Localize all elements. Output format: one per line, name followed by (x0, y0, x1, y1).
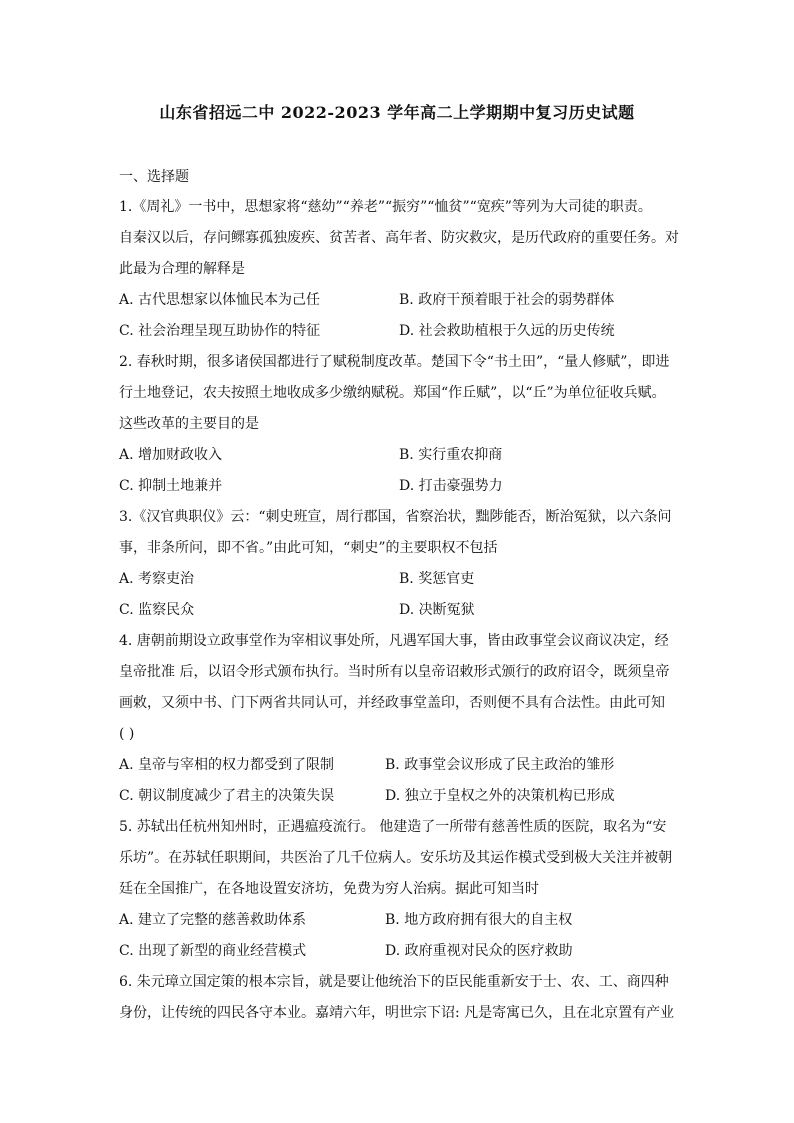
answer-option: C. 朝议制度减少了君主的决策失误 (119, 788, 335, 804)
answer-option: A. 建立了完整的慈善救助体系 (119, 912, 307, 928)
question-3 (119, 502, 679, 626)
option-row (119, 781, 679, 812)
question-stem-line: 身份，让传统的四民各守本业。嘉靖六年，明世宗下诏: 凡是寄寓已久，且在北京置有产业 (119, 1005, 675, 1021)
option-row (119, 905, 679, 936)
question-stem-line: ( ) (119, 726, 135, 742)
option-row (119, 936, 679, 967)
answer-option: B. 奖惩官吏 (399, 571, 475, 587)
question-stem-line: 自秦汉以后，存问鳏寡孤独废疾、贫苦者、高年者、防灾救灾，是历代政府的重要任务。对 (119, 230, 679, 246)
answer-option: D. 政府重视对民众的医疗救助 (385, 943, 573, 959)
answer-option: C. 出现了新型的商业经营模式 (119, 943, 307, 959)
question-list (119, 192, 679, 1029)
question-stem-line: 事，非条所问，即不省。”由此可知，“刺史”的主要职权不包括 (119, 540, 498, 556)
answer-option: B. 政事堂会议形成了民主政治的雏形 (385, 757, 615, 773)
answer-option: C. 抑制土地兼并 (119, 478, 223, 494)
option-row (119, 316, 679, 347)
answer-option: A. 古代思想家以体恤民本为己任 (119, 292, 321, 308)
answer-option: B. 政府干预着眼于社会的弱势群体 (399, 292, 615, 308)
question-1 (119, 192, 679, 347)
question-stem-line: 6. 朱元璋立国定策的根本宗旨，就是要让他统治下的臣民能重新安于士、农、工、商四种 (119, 974, 669, 990)
option-row (119, 564, 679, 595)
answer-option: A. 皇帝与宰相的权力都受到了限制 (119, 757, 335, 773)
question-stem-line: 皇帝批准 后，以诏令形式颁布执行。当时所有以皇帝诏敕形式颁行的政府诏令，既须皇帝 (119, 664, 670, 680)
answer-option: C. 监察民众 (119, 602, 195, 618)
question-6 (119, 967, 679, 1029)
question-stem-line: 画敕，又须中书、门下两省共同认可，并经政事堂盖印，否则便不具有合法性。由此可知 (119, 695, 665, 711)
option-row (119, 285, 679, 316)
answer-option: D. 决断冤狱 (399, 602, 475, 618)
answer-option: D. 独立于皇权之外的决策机构已形成 (385, 788, 615, 804)
answer-option: B. 地方政府拥有很大的自主权 (385, 912, 573, 928)
question-stem-line: 2. 春秋时期，很多诸侯国都进行了赋税制度改革。楚国下令“书土田”，“量人修赋”，即进 (119, 354, 670, 370)
answer-option: C. 社会治理呈现互助协作的特征 (119, 323, 321, 339)
question-stem-line: 乐坊”。在苏轼任职期间，共医治了几千位病人。安乐坊及其运作模式受到极大关注并被朝 (119, 850, 673, 866)
question-stem-line: 1.《周礼》一书中，思想家将“慈幼”“养老”“振穷”“恤贫”“宽疾”等列为大司徒的职责。 (119, 199, 652, 215)
question-2 (119, 347, 679, 502)
option-row (119, 471, 679, 502)
question-5 (119, 812, 679, 967)
question-stem-line: 此最为合理的解释是 (119, 261, 245, 277)
option-row (119, 595, 679, 626)
question-stem-line: 行土地登记，农夫按照土地收成多少缴纳赋税。郑国“作丘赋”，以“丘”为单位征收兵赋。 (119, 385, 666, 401)
answer-option: B. 实行重农抑商 (399, 447, 503, 463)
answer-option: D. 社会救助植根于久远的历史传统 (399, 323, 615, 339)
question-stem-line: 4. 唐朝前期设立政事堂作为宰相议事处所，凡遇军国大事，皆由政事堂会议商议决定，经 (119, 633, 669, 649)
answer-option: A. 考察吏治 (119, 571, 195, 587)
section-heading: 一、选择题 (119, 169, 189, 185)
page-title: 山东省招远二中 2022-2023 学年高二上学期期中复习历史试题 (159, 103, 635, 122)
question-stem-line: 3.《汉官典职仪》云：“刺史班宣，周行郡国，省察治状，黜陟能否，断治冤狱，以六条问 (119, 509, 672, 525)
option-row (119, 440, 679, 471)
answer-option: D. 打击豪强势力 (399, 478, 503, 494)
question-4 (119, 626, 679, 812)
question-stem-line: 5. 苏轼出任杭州知州时，正遇瘟疫流行。 他建造了一所带有慈善性质的医院，取名为“安 (119, 819, 667, 835)
question-stem-line: 这些改革的主要目的是 (119, 416, 259, 432)
option-row (119, 750, 679, 781)
answer-option: A. 增加财政收入 (119, 447, 223, 463)
question-stem-line: 廷在全国推广，在各地设置安济坊，免费为穷人治病。据此可知当时 (119, 881, 539, 897)
